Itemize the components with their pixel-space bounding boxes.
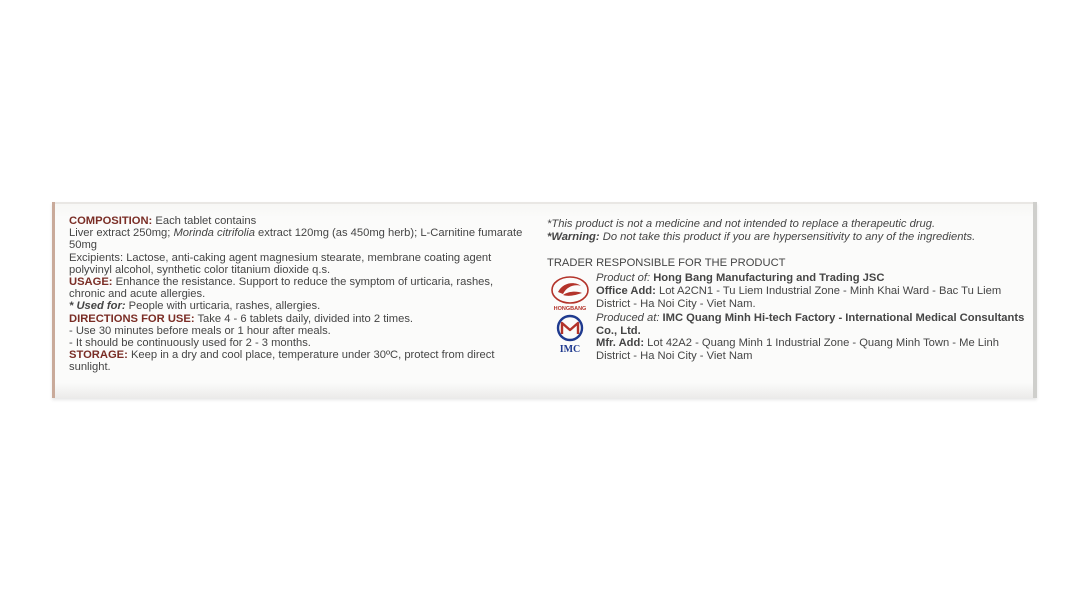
mfr-value: Lot 42A2 - Quang Minh 1 Industrial Zone - Quang Minh Town - Me Linh District - Ha Noi City - Viet Nam [596,337,999,363]
composition-text: Each tablet contains [152,215,257,227]
directions-label: DIRECTIONS FOR USE: [69,312,195,325]
directions-paragraph [69,313,531,325]
ingredients-text-a: Liver extract 250mg; [69,227,174,240]
usage-paragraph [69,276,531,300]
product-box-side-panel [52,202,1037,398]
hongbang-entry [547,272,1027,313]
directions-line-3: - It should be continuously used for 2 - 3 months. [69,337,311,350]
warning-text: Do not take this product if you are hypersensitivity to any of the ingredients. [599,230,976,243]
directions-line-2: - Use 30 minutes before meals or 1 hour after meals. [69,324,331,337]
ingredients-text-b: extract 120mg (as 450mg herb); L-Carnitine fumarate 50mg [69,227,523,252]
mfr-address-line [596,337,1027,363]
composition-column [69,215,531,374]
storage-paragraph [69,349,531,373]
produced-at-line [596,312,1027,338]
warning-paragraph [547,231,1027,244]
usage-text: Enhance the resistance. Support to reduce the symptom of urticaria, rashes, chronic and acute allergies. [69,276,494,301]
imc-entry [547,312,1027,363]
usage-label: USAGE: [69,276,113,289]
storage-text: Keep in a dry and cool place, temperature under 30ºC, protect from direct sunlight. [69,349,495,374]
mfr-label: Mfr. Add: [596,337,645,350]
hongbang-logo-icon [549,274,591,316]
used-for-label: * Used for: [69,300,126,313]
warning-label: *Warning: [547,230,600,243]
used-for-text: People with urticaria, rashes, allergies. [125,300,321,313]
trader-column [547,218,1027,363]
imc-logo-icon [549,314,591,358]
hongbang-logo-text: HONGBANG [553,306,587,313]
product-of-line [596,272,1027,285]
office-address-line [596,285,1027,311]
office-value: Lot A2CN1 - Tu Liem Industrial Zone - Minh Khai Ward - Bac Tu Liem District - Ha Noi City - Viet Nam. [596,285,1002,310]
imc-logo-text: IMC [559,343,581,354]
disclaimer-text: *This product is not a medicine and not intended to replace a therapeutic drug. [547,218,936,230]
ingredients-paragraph [69,227,531,251]
produced-at-value: IMC Quang Minh Hi-tech Factory - International Medical Consultants Co., Ltd. [596,311,1025,337]
office-label: Office Add: [596,285,656,298]
produced-at-label: Produced at: [596,311,660,324]
product-of-value: Hong Bang Manufacturing and Trading JSC [650,272,885,285]
directions-text: Take 4 - 6 tablets daily, divided into 2 times. [194,312,414,325]
trader-heading: TRADER RESPONSIBLE FOR THE PRODUCT [547,256,786,269]
storage-label: STORAGE: [69,349,128,362]
used-for-paragraph [69,300,531,312]
ingredients-italic: Morinda citrifolia [173,227,255,240]
excipients-paragraph: Excipients: Lactose, anti-caking agent magnesium stearate, membrane coating agent polyvinyl alcohol, synthetic color titanium dioxide q.s. [69,251,492,276]
product-of-label: Product of: [596,272,651,285]
composition-paragraph [69,215,531,227]
composition-label: COMPOSITION: [69,215,153,227]
